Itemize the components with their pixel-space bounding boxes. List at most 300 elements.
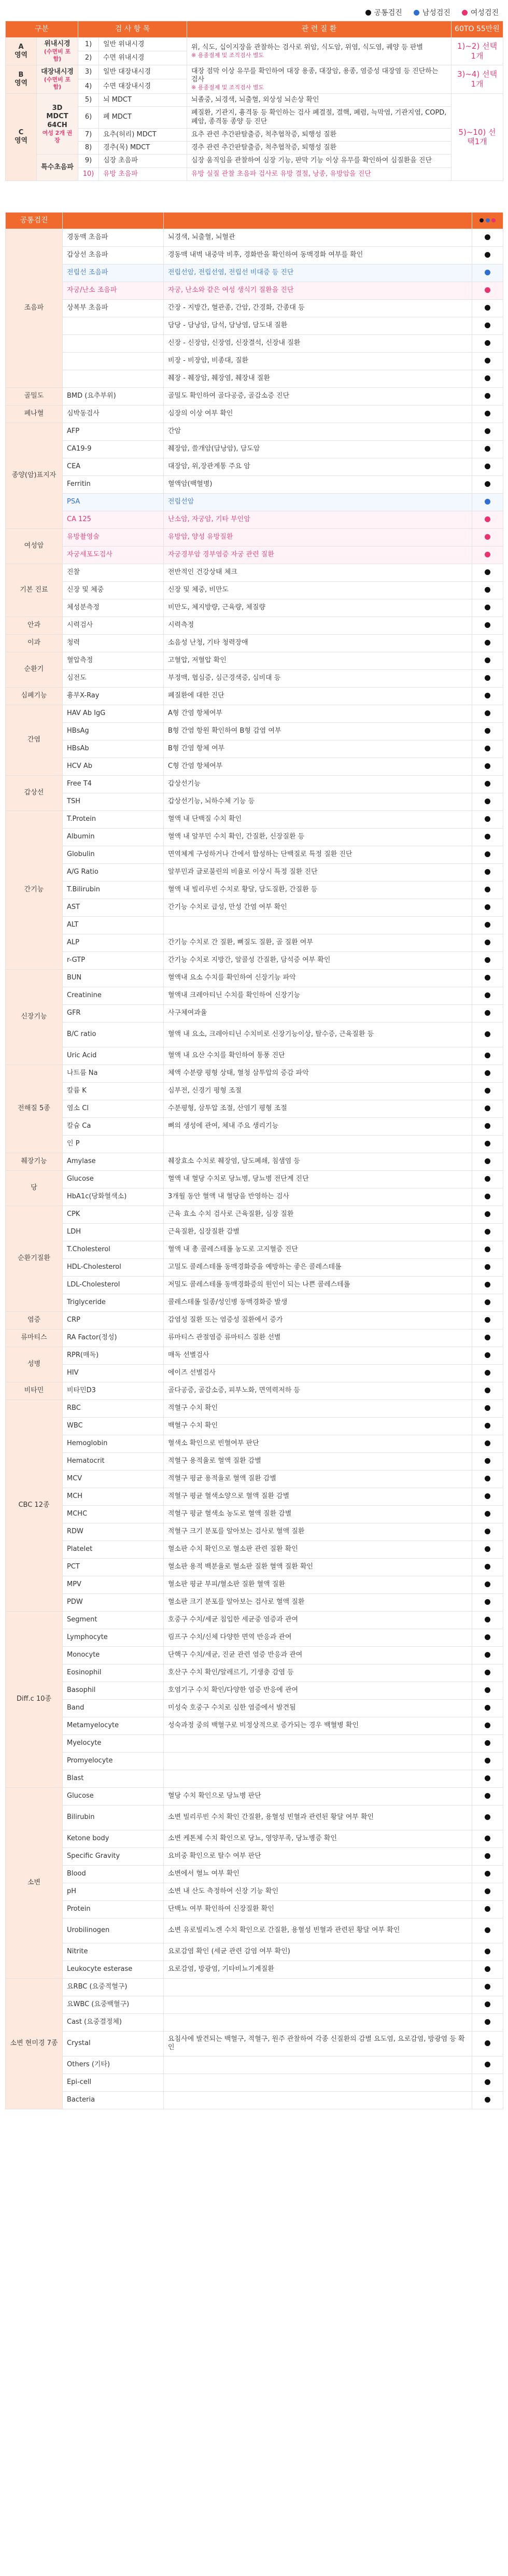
black-dot-icon bbox=[485, 1670, 490, 1675]
detail-item: Amylase bbox=[63, 1153, 164, 1170]
detail-desc bbox=[164, 1135, 472, 1153]
detail-item: Protein bbox=[63, 1900, 164, 1918]
detail-row bbox=[6, 916, 503, 934]
detail-desc: 면역체계 구성하거나 간에서 합성하는 단백질로 특정 질환 진단 bbox=[164, 846, 472, 863]
group-b-name: 대장내시경 (수면비 포함) bbox=[37, 65, 78, 93]
black-dot-icon bbox=[485, 1229, 490, 1235]
detail-row bbox=[6, 722, 503, 740]
detail-item: Bacteria bbox=[63, 2091, 164, 2109]
detail-desc: 근육 효소 수치 검사로 근육질환, 심장 질환 bbox=[164, 1206, 472, 1223]
detail-item: Ketone body bbox=[63, 1830, 164, 1847]
pink-dot-icon bbox=[462, 10, 468, 16]
legend-male: 남성검진 bbox=[414, 7, 450, 18]
detail-desc: 비장 - 비장암, 비종대, 질환 bbox=[164, 352, 472, 370]
detail-item: Others (기타) bbox=[63, 2056, 164, 2074]
detail-desc: 자궁경부암 경부염증 자궁 관련 질환 bbox=[164, 546, 472, 564]
detail-mark bbox=[472, 1452, 503, 1470]
black-dot-icon bbox=[485, 1740, 490, 1746]
black-dot-icon bbox=[485, 2062, 490, 2067]
detail-desc: 심부전, 신경기 평형 조절 bbox=[164, 1082, 472, 1100]
black-dot-icon bbox=[485, 1927, 490, 1933]
detail-mark bbox=[472, 1770, 503, 1787]
black-dot-icon bbox=[485, 1247, 490, 1252]
detail-row bbox=[6, 1276, 503, 1294]
detail-row bbox=[6, 1523, 503, 1541]
detail-row bbox=[6, 387, 503, 405]
detail-row bbox=[6, 1435, 503, 1452]
detail-item: ALT bbox=[63, 916, 164, 934]
detail-mark bbox=[472, 1100, 503, 1117]
detail-row bbox=[6, 1787, 503, 1805]
detail-desc: 요로감염 확인 (세균 관련 감염 여부 확인) bbox=[164, 1943, 472, 1961]
detail-row bbox=[6, 1664, 503, 1682]
detail-item: Blast bbox=[63, 1770, 164, 1787]
detail-desc: 단핵구 수치/세균, 진균 관련 염증 반응과 관여 bbox=[164, 1646, 472, 1664]
detail-row bbox=[6, 564, 503, 581]
detail-item: 흉부X-Ray bbox=[63, 687, 164, 705]
detail-item: 심전도 bbox=[63, 669, 164, 687]
detail-desc: 간기능 수치로 간 질환, 뼈질도 질환, 골 질환 여부 bbox=[164, 934, 472, 951]
detail-item: HAV Ab IgG bbox=[63, 705, 164, 722]
detail-category: 종양(암)표지자 bbox=[6, 423, 63, 528]
detail-row bbox=[6, 458, 503, 475]
detail-mark bbox=[472, 1188, 503, 1206]
detail-item bbox=[63, 370, 164, 387]
black-dot-icon bbox=[485, 340, 490, 346]
detail-desc: 고혈압, 저혈압 확인 bbox=[164, 652, 472, 669]
detail-desc: 신장 및 체중, 비만도 bbox=[164, 581, 472, 599]
detail-row bbox=[6, 758, 503, 775]
detail-desc: 혈액내 크레아티닌 수치를 확인하여 신장기능 bbox=[164, 987, 472, 1004]
black-dot-icon bbox=[485, 922, 490, 928]
black-dot-icon bbox=[485, 675, 490, 681]
detail-mark bbox=[472, 881, 503, 899]
detail-row bbox=[6, 1541, 503, 1558]
detail-row bbox=[6, 546, 503, 564]
detail-row bbox=[6, 934, 503, 951]
detail-row bbox=[6, 1382, 503, 1399]
detail-mark bbox=[472, 458, 503, 475]
detail-item: 심박동검사 bbox=[63, 405, 164, 423]
detail-desc: 성숙과정 중의 백혈구로 비정상적으로 증가되는 경우 백혈병 확인 bbox=[164, 1717, 472, 1734]
detail-category: 전해질 5종 bbox=[6, 1065, 63, 1153]
black-dot-icon bbox=[485, 975, 490, 981]
detail-mark bbox=[472, 1629, 503, 1646]
detail-row bbox=[6, 1311, 503, 1329]
detail-desc: 유방암, 양성 유방질환 bbox=[164, 528, 472, 546]
col-header-disease: 관 련 질 환 bbox=[187, 21, 451, 38]
black-dot-icon bbox=[485, 1723, 490, 1728]
detail-row bbox=[6, 2091, 503, 2109]
detail-item: Eosinophil bbox=[63, 1664, 164, 1682]
detail-row bbox=[6, 1170, 503, 1188]
detail-desc: 고밀도 콜레스테롤 동맥경화증을 예방하는 좋은 콜레스테롤 bbox=[164, 1258, 472, 1276]
detail-row bbox=[6, 1611, 503, 1629]
group-c-ultrasound: 특수초음파 bbox=[37, 155, 78, 181]
detail-desc: 혈액 내 빌리루빈 수치로 황달, 담도질환, 간질환 등 bbox=[164, 881, 472, 899]
detail-mark bbox=[472, 1364, 503, 1382]
detail-mark bbox=[472, 846, 503, 863]
detail-mark bbox=[472, 1830, 503, 1847]
detail-item: 시력검사 bbox=[63, 617, 164, 634]
detail-mark bbox=[472, 528, 503, 546]
black-dot-icon bbox=[485, 1546, 490, 1552]
detail-mark bbox=[472, 564, 503, 581]
detail-desc: 난소암, 자궁암, 기타 부인암 bbox=[164, 511, 472, 528]
detail-row bbox=[6, 1847, 503, 1865]
detail-mark bbox=[472, 599, 503, 617]
detail-desc bbox=[164, 2056, 472, 2074]
package-table: 구분 검 사 항 목 관 련 질 환 60TO 55만원 A 영역 위내시경 (수면비 포함) 1) 일반 위내시경 위, 식도, 십이지장을 관찰하는 검사로 위암, 식도암, 위염, 식도염, 궤양 등 판별 ※ 용종절제 및 조직검사 별도 1)~2) 선택1개 2) 수면 위내시경 B 영역 대장내시경 (수면비 포함) 3) 일반 대장내시경 대장 점막 이상 유무를 확인하여 대장 용종, 대장암, 용종, 염증성 대장염 등 진단하는 검사 ※ 용종절제 및 조직검사 별도 3)~4) 선택1개 4) 수면 대장내시경 C 영역 3D MDCT 64CH 여성 2개 권장 5) 뇌 MDCT 뇌졸중, 뇌경색, 뇌출혈, 외상성 뇌손상 확인 5)~10) 선택1개 6) 폐 MDCT 폐질환, 기관지, 흉격동 등 확인하는 검사 폐결절, 결핵, 폐렴, 늑막염, 기관지염, COPD, 폐암, 종격동 종양 등 진단 7) 요추(허리) MDCT 요추 관련 추간판탈출증, 척추협착증, 퇴행성 질환 8) 경추(목) MDCT 경추 관련 추간판탈출증, 척추협착증, 퇴행성 질환 특수초음파 9) 심장 초음파 심장 움직임을 관찰하여 심장 기능, 판막 기능 이상 유무를 확인하여 심질환을 진단 10) 유방 초음파 유방 실질 관찰 초음파 검사로 유방 결절, 낭종, 유방암을 진단 bbox=[5, 21, 503, 181]
detail-row bbox=[6, 1996, 503, 2013]
pink-dot-icon bbox=[485, 516, 490, 522]
detail-header-category: 공통검진 bbox=[6, 212, 63, 229]
detail-mark bbox=[472, 1523, 503, 1541]
detail-row bbox=[6, 1047, 503, 1065]
black-dot-icon bbox=[485, 816, 490, 822]
detail-item bbox=[63, 317, 164, 334]
detail-row bbox=[6, 334, 503, 352]
detail-item: Metamyelocyte bbox=[63, 1717, 164, 1734]
detail-row bbox=[6, 1082, 503, 1100]
detail-desc: 적혈구 용적율로 혈액 질환 감별 bbox=[164, 1452, 472, 1470]
detail-row bbox=[6, 1805, 503, 1830]
detail-mark bbox=[472, 440, 503, 458]
detail-row bbox=[6, 1206, 503, 1223]
detail-desc: 혈소판 용적 백분율로 혈소판 질환 혈액 질환 확인 bbox=[164, 1558, 472, 1576]
detail-item: Ferritin bbox=[63, 475, 164, 493]
detail-item: B/C ratio bbox=[63, 1022, 164, 1047]
detail-item: 인 P bbox=[63, 1135, 164, 1153]
detail-item: Basophil bbox=[63, 1682, 164, 1699]
detail-mark bbox=[472, 1223, 503, 1241]
detail-mark bbox=[472, 1022, 503, 1047]
black-dot-icon bbox=[485, 1370, 490, 1376]
detail-mark bbox=[472, 969, 503, 987]
detail-header-legend bbox=[472, 212, 503, 229]
detail-category: 췌장기능 bbox=[6, 1153, 63, 1170]
detail-mark bbox=[472, 546, 503, 564]
detail-row bbox=[6, 1153, 503, 1170]
detail-row bbox=[6, 370, 503, 387]
detail-desc: 혈액 내 요소, 크레아티닌 수치비로 신장기능이상, 탈수증, 근육질환 등 bbox=[164, 1022, 472, 1047]
detail-desc: 요로감염, 방광염, 기타비뇨기계질환 bbox=[164, 1961, 472, 1978]
detail-item: Nitrite bbox=[63, 1943, 164, 1961]
detail-row bbox=[6, 493, 503, 511]
detail-category: 갑상선 bbox=[6, 775, 63, 810]
detail-item: HBsAg bbox=[63, 722, 164, 740]
detail-row bbox=[6, 881, 503, 899]
detail-row bbox=[6, 1505, 503, 1523]
pink-dot-icon bbox=[485, 552, 490, 557]
pink-dot-icon bbox=[485, 287, 490, 293]
detail-desc bbox=[164, 2091, 472, 2109]
black-dot-icon bbox=[485, 799, 490, 804]
detail-item: 염소 Cl bbox=[63, 1100, 164, 1117]
detail-desc: 간암 bbox=[164, 423, 472, 440]
detail-desc: 알부민과 글로불린의 비율로 이상시 특정 질환 진단 bbox=[164, 863, 472, 881]
black-dot-icon bbox=[485, 1088, 490, 1094]
detail-item: AFP bbox=[63, 423, 164, 440]
detail-item: Hemoglobin bbox=[63, 1435, 164, 1452]
detail-row bbox=[6, 810, 503, 828]
detail-category: 소변 bbox=[6, 1787, 63, 1978]
detail-item: Monocyte bbox=[63, 1646, 164, 1664]
detail-row bbox=[6, 1188, 503, 1206]
detail-row bbox=[6, 1734, 503, 1752]
detail-mark bbox=[472, 264, 503, 282]
black-dot-icon bbox=[485, 710, 490, 716]
black-dot-icon bbox=[485, 746, 490, 751]
detail-category: CBC 12종 bbox=[6, 1399, 63, 1611]
detail-item: Platelet bbox=[63, 1541, 164, 1558]
detail-mark bbox=[472, 1717, 503, 1734]
detail-mark bbox=[472, 687, 503, 705]
detail-mark bbox=[472, 1206, 503, 1223]
detail-item: 진찰 bbox=[63, 564, 164, 581]
detail-desc: 호염기구 수치 확인/다양한 염증 반응에 관여 bbox=[164, 1682, 472, 1699]
detail-row bbox=[6, 352, 503, 370]
detail-desc: A형 간염 항체여부 bbox=[164, 705, 472, 722]
detail-desc: 호중구 수치/세균 침입한 세균중 염증과 관여 bbox=[164, 1611, 472, 1629]
detail-mark bbox=[472, 1347, 503, 1364]
detail-desc bbox=[164, 1996, 472, 2013]
detail-desc: 요침사에 발견되는 백혈구, 적혈구, 원주 관찰하여 각종 신질환의 감별 요도염, 요로감염, 방광염 등 확인 bbox=[164, 2031, 472, 2056]
detail-desc bbox=[164, 2013, 472, 2031]
detail-item: Epi-cell bbox=[63, 2074, 164, 2091]
detail-mark bbox=[472, 951, 503, 969]
detail-item: Triglyceride bbox=[63, 1294, 164, 1311]
black-dot-icon bbox=[485, 1299, 490, 1305]
detail-item: T.Cholesterol bbox=[63, 1241, 164, 1258]
black-dot-icon bbox=[485, 1529, 490, 1534]
detail-mark bbox=[472, 352, 503, 370]
detail-row bbox=[6, 1646, 503, 1664]
detail-desc: 췌장효소 수치로 췌장염, 담도폐쇄, 침샘염 등 bbox=[164, 1153, 472, 1170]
detail-row bbox=[6, 1258, 503, 1276]
detail-item: AST bbox=[63, 899, 164, 916]
black-dot-icon bbox=[485, 1871, 490, 1877]
detail-mark bbox=[472, 1276, 503, 1294]
detail-mark bbox=[472, 493, 503, 511]
detail-desc bbox=[164, 1770, 472, 1787]
detail-desc: 감염성 질환 또는 염증성 질환에서 증가 bbox=[164, 1311, 472, 1329]
detail-item: 혈압측정 bbox=[63, 652, 164, 669]
detail-mark bbox=[472, 1978, 503, 1996]
detail-category: Diff.c 10종 bbox=[6, 1611, 63, 1787]
detail-mark bbox=[472, 1004, 503, 1022]
detail-item: LDH bbox=[63, 1223, 164, 1241]
detail-mark bbox=[472, 1117, 503, 1135]
detail-row bbox=[6, 2013, 503, 2031]
detail-row bbox=[6, 1065, 503, 1082]
detail-category: 당 bbox=[6, 1170, 63, 1206]
detail-row bbox=[6, 282, 503, 299]
detail-mark bbox=[472, 634, 503, 652]
detail-row bbox=[6, 1117, 503, 1135]
detail-desc: 췌장암, 쓸개암(담낭암), 담도암 bbox=[164, 440, 472, 458]
black-dot-icon bbox=[485, 1176, 490, 1182]
detail-item: Glucose bbox=[63, 1170, 164, 1188]
black-dot-icon bbox=[485, 1211, 490, 1217]
col-header-item: 검 사 항 목 bbox=[78, 21, 187, 38]
detail-desc: 전립선암 bbox=[164, 493, 472, 511]
group-a-desc: 위, 식도, 십이지장을 관찰하는 검사로 위암, 식도암, 위염, 식도염, 궤양 등 판별 ※ 용종절제 및 조직검사 별도 bbox=[187, 38, 451, 65]
detail-mark bbox=[472, 775, 503, 793]
legend-common: 공통검진 bbox=[365, 7, 402, 18]
detail-desc: 근육질환, 심장질환 감별 bbox=[164, 1223, 472, 1241]
detail-mark bbox=[472, 1593, 503, 1611]
detail-mark bbox=[472, 1611, 503, 1629]
detail-desc: 시력측정 bbox=[164, 617, 472, 634]
detail-row bbox=[6, 1865, 503, 1883]
detail-item: 나트륨 Na bbox=[63, 1065, 164, 1082]
detail-row bbox=[6, 1470, 503, 1488]
detail-mark bbox=[472, 423, 503, 440]
detail-desc: 부정맥, 협심증, 심근경색증, 심비대 등 bbox=[164, 669, 472, 687]
detail-item: GFR bbox=[63, 1004, 164, 1022]
black-dot-icon bbox=[485, 2001, 490, 2007]
detail-item: CRP bbox=[63, 1311, 164, 1329]
black-dot-icon bbox=[485, 869, 490, 875]
detail-desc: 적혈구 평균 혈색소 농도로 혈액 질환 감별 bbox=[164, 1505, 472, 1523]
black-dot-icon bbox=[485, 1317, 490, 1323]
detail-mark bbox=[472, 669, 503, 687]
detail-mark bbox=[472, 1961, 503, 1978]
detail-desc: 자궁, 난소와 같은 여성 생식기 질환을 진단 bbox=[164, 282, 472, 299]
detail-row bbox=[6, 1900, 503, 1918]
detail-mark bbox=[472, 934, 503, 951]
detail-item: 요WBC (요중백혈구) bbox=[63, 1996, 164, 2013]
detail-mark bbox=[472, 282, 503, 299]
detail-row bbox=[6, 793, 503, 810]
detail-mark bbox=[472, 334, 503, 352]
black-dot-icon bbox=[485, 1282, 490, 1287]
detail-mark bbox=[472, 705, 503, 722]
detail-desc: 갑상선기능, 뇌하수체 기능 등 bbox=[164, 793, 472, 810]
detail-desc: B형 간염 항체 여부 bbox=[164, 740, 472, 758]
detail-row bbox=[6, 1943, 503, 1961]
detail-row bbox=[6, 1022, 503, 1047]
detail-item: CA 125 bbox=[63, 511, 164, 528]
detail-mark bbox=[472, 1488, 503, 1505]
detail-mark bbox=[472, 1082, 503, 1100]
detail-item: MCHC bbox=[63, 1505, 164, 1523]
detail-category: 성병 bbox=[6, 1347, 63, 1382]
black-dot-icon bbox=[485, 1070, 490, 1076]
detail-item: CEA bbox=[63, 458, 164, 475]
detail-item: HCV Ab bbox=[63, 758, 164, 775]
detail-mark bbox=[472, 1541, 503, 1558]
detail-mark bbox=[472, 317, 503, 334]
black-dot-icon bbox=[485, 1405, 490, 1411]
black-dot-icon bbox=[479, 218, 484, 222]
detail-item: WBC bbox=[63, 1417, 164, 1435]
black-dot-icon bbox=[485, 358, 490, 363]
detail-mark bbox=[472, 1943, 503, 1961]
detail-item: Globulin bbox=[63, 846, 164, 863]
detail-mark bbox=[472, 1734, 503, 1752]
detail-mark bbox=[472, 370, 503, 387]
detail-row bbox=[6, 617, 503, 634]
detail-desc: 혈소판 크기 분포를 알아보는 검사로 혈액 질환 bbox=[164, 1593, 472, 1611]
detail-row bbox=[6, 405, 503, 423]
detail-mark bbox=[472, 722, 503, 740]
detail-desc: 혈당 수치 확인으로 당뇨병 판단 bbox=[164, 1787, 472, 1805]
detail-row bbox=[6, 511, 503, 528]
detail-desc: 뼈의 생성에 관여, 체내 주요 생리기능 bbox=[164, 1117, 472, 1135]
detail-desc: 신장 - 신장암, 신장염, 신장결석, 신장내 질환 bbox=[164, 334, 472, 352]
detail-mark bbox=[472, 810, 503, 828]
black-dot-icon bbox=[485, 569, 490, 575]
detail-mark bbox=[472, 617, 503, 634]
black-dot-icon bbox=[485, 851, 490, 857]
group-a: A 영역 bbox=[6, 38, 37, 65]
black-dot-icon bbox=[485, 992, 490, 998]
detail-desc: 골밀도 확인하여 골다공증, 골감소증 진단 bbox=[164, 387, 472, 405]
detail-mark bbox=[472, 1752, 503, 1770]
black-dot-icon bbox=[485, 1458, 490, 1464]
detail-row bbox=[6, 1918, 503, 1943]
detail-mark bbox=[472, 2056, 503, 2074]
detail-item: r-GTP bbox=[63, 951, 164, 969]
black-dot-icon bbox=[485, 1264, 490, 1270]
detail-mark bbox=[472, 1865, 503, 1883]
detail-row bbox=[6, 1558, 503, 1576]
detail-mark bbox=[472, 1170, 503, 1188]
detail-item: BUN bbox=[63, 969, 164, 987]
detail-desc: 비만도, 체지방량, 근육량, 체질량 bbox=[164, 599, 472, 617]
detail-item: RDW bbox=[63, 1523, 164, 1541]
detail-mark bbox=[472, 1435, 503, 1452]
detail-category: 안과 bbox=[6, 617, 63, 634]
detail-desc: 혈색소 확인으로 빈혈여부 판단 bbox=[164, 1435, 472, 1452]
detail-mark bbox=[472, 899, 503, 916]
detail-mark bbox=[472, 1576, 503, 1593]
detail-desc: 혈액 내 요산 수치를 확인하여 통풍 진단 bbox=[164, 1047, 472, 1065]
black-dot-icon bbox=[485, 411, 490, 416]
detail-desc bbox=[164, 916, 472, 934]
black-dot-icon bbox=[485, 622, 490, 628]
black-dot-icon bbox=[485, 1775, 490, 1781]
detail-item: LDL-Cholesterol bbox=[63, 1276, 164, 1294]
detail-mark bbox=[472, 1153, 503, 1170]
detail-item: RBC bbox=[63, 1399, 164, 1417]
detail-row bbox=[6, 863, 503, 881]
detail-desc bbox=[164, 1752, 472, 1770]
detail-mark bbox=[472, 1900, 503, 1918]
detail-mark bbox=[472, 1847, 503, 1865]
detail-mark bbox=[472, 1883, 503, 1900]
black-dot-icon bbox=[485, 1617, 490, 1622]
detail-desc: 수분평형, 삼투압 조절, 산염기 평형 조절 bbox=[164, 1100, 472, 1117]
black-dot-icon bbox=[485, 1141, 490, 1146]
black-dot-icon bbox=[485, 1906, 490, 1912]
group-c: C 영역 bbox=[6, 94, 37, 181]
detail-item: Promyelocyte bbox=[63, 1752, 164, 1770]
detail-category: 소변 현미경 7종 bbox=[6, 1978, 63, 2109]
detail-mark bbox=[472, 475, 503, 493]
detail-desc: 요비중 확인으로 탈수 여부 판단 bbox=[164, 1847, 472, 1865]
detail-body bbox=[6, 229, 503, 2109]
detail-row bbox=[6, 1883, 503, 1900]
detail-item: Hematocrit bbox=[63, 1452, 164, 1470]
black-dot-icon bbox=[485, 2097, 490, 2103]
detail-row bbox=[6, 1004, 503, 1022]
black-dot-icon bbox=[485, 446, 490, 452]
detail-item: PCT bbox=[63, 1558, 164, 1576]
detail-mark bbox=[472, 863, 503, 881]
